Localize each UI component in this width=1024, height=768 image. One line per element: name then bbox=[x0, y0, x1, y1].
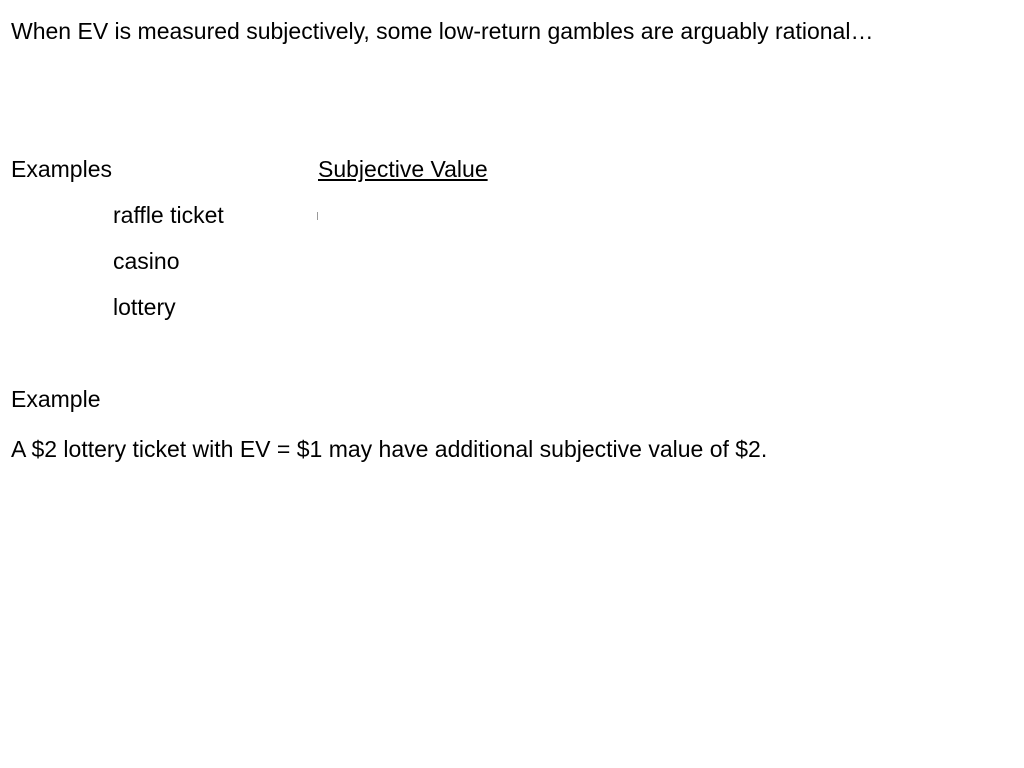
slide-title: When EV is measured subjectively, some low-return gambles are arguably rational… bbox=[11, 18, 874, 44]
example-item-casino: casino bbox=[113, 248, 180, 274]
example-text: A $2 lottery ticket with EV = $1 may have additional subjective value of $2. bbox=[11, 436, 768, 462]
subjective-value-heading: Subjective Value bbox=[318, 156, 488, 182]
subjective-value-marker bbox=[317, 212, 318, 220]
example-item-lottery: lottery bbox=[113, 294, 176, 320]
examples-heading: Examples bbox=[11, 156, 112, 182]
example-item-raffle-ticket: raffle ticket bbox=[113, 202, 224, 228]
example-heading: Example bbox=[11, 386, 101, 412]
